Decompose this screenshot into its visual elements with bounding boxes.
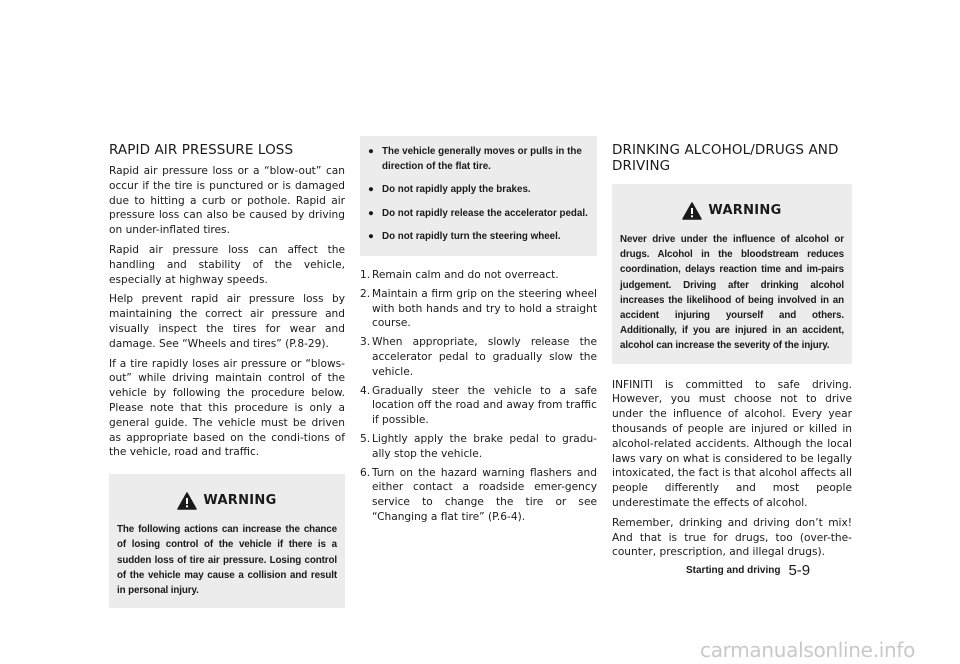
list-item: ● Do not rapidly release the accelerator pedal. [368, 206, 589, 221]
warning-bullet-list [360, 136, 597, 256]
paragraph: Rapid air pressure loss can affect the handling and stability of the vehicle, especially at highway speeds. [109, 243, 345, 286]
list-item: 5. Lightly apply the brake pedal to gradu-ally stop the vehicle. [360, 432, 597, 460]
section-heading-drinking: DRINKING ALCOHOL/DRUGS AND DRIVING [612, 142, 839, 174]
warning-text: The following actions can increase the chance of losing control of the vehicle if there is a sudden loss of tire air pressure. Losing control of the vehicle may cause a collision and result in personal injury. [117, 524, 337, 596]
list-item: ● Do not rapidly turn the steering wheel. [368, 229, 589, 244]
column-middle [360, 136, 597, 529]
footer-section-title: Starting and driving [686, 565, 781, 576]
paragraph: INFINITI is committed to safe driving. However, you must choose not to drive under the influence of alcohol. Every year thousands of people are injured or killed in alcohol-related accidents. Although the local laws vary on what is considered to be legally intoxicated, the fact is that alcohol affects all people differently and most people underestimate the effects of alcohol. [612, 378, 852, 509]
page-footer [686, 562, 810, 580]
warning-triangle-icon [682, 202, 702, 220]
warning-box-alcohol [612, 184, 852, 364]
warning-box-tire [109, 474, 345, 608]
watermark: carmanualsonline.info [700, 638, 916, 662]
warning-label: WARNING [708, 203, 782, 218]
list-item: 4. Gradually steer the vehicle to a safe location off the road and away from traffic if possible. [360, 384, 597, 427]
bullet-icon: ● [368, 230, 374, 242]
column-right [612, 138, 852, 565]
paragraph: Remember, drinking and driving don’t mix! And that is true for drugs, too (over-the-counter, prescription, and illegal drugs). [612, 516, 852, 559]
list-item: 2. Maintain a firm grip on the steering wheel with both hands and try to hold a straight course. [360, 287, 597, 330]
list-item: 1. Remain calm and do not overreact. [360, 269, 559, 282]
bullet-icon: ● [368, 207, 374, 219]
bullet-icon: ● [368, 184, 374, 196]
column-left [109, 138, 345, 608]
warning-label: WARNING [203, 493, 277, 509]
warning-header [117, 474, 337, 522]
warning-triangle-icon [177, 492, 197, 510]
section-heading-rapid-loss: RAPID AIR PRESSURE LOSS [109, 142, 294, 158]
procedure-steps [360, 268, 597, 525]
warning-header [620, 184, 844, 232]
warning-text: Never drive under the influence of alcohol or drugs. Alcohol in the bloodstream reduces coordination, delays reaction time and im-pairs judgement. Driving after drinking alcohol increases the likelihood of being involved in an accident injuring yourself and others. Additionally, if you are injured in an accident, alcohol can increase the severity of the injury. [620, 234, 844, 352]
paragraph: If a tire rapidly loses air pressure or “blows-out” while driving maintain control of the vehicle by following the procedure below. Please note that this procedure is only a general guide. The vehicle must be driven as appropriate based on the condi-tions of the vehicle, road and traffic. [109, 357, 345, 459]
list-item: ● Do not rapidly apply the brakes. [368, 182, 589, 197]
bullet-icon: ● [368, 146, 374, 157]
paragraph: Rapid air pressure loss or a “blow-out” can occur if the tire is punctured or is damaged due to hitting a curb or pothole. Rapid air pressure loss can also be caused by driving on under-inflated tires. [109, 165, 345, 237]
list-item: 6. Turn on the hazard warning flashers and either contact a roadside emer-gency service to change the tire or see “Changing a flat tire” (P.6-4). [360, 466, 597, 523]
list-item: ● The vehicle generally moves or pulls in the direction of the flat tire. [368, 146, 582, 173]
paragraph: Help prevent rapid air pressure loss by maintaining the correct air pressure and visually inspect the tires for wear and damage. See “Wheels and tires” (P.8-29). [109, 293, 345, 350]
list-item: 3. When appropriate, slowly release the accelerator pedal to gradually slow the vehicle. [360, 336, 597, 378]
page-number: 5-9 [788, 562, 811, 579]
